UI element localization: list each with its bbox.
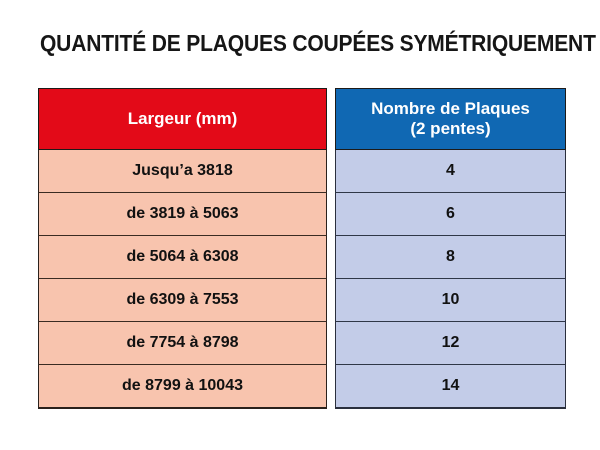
cell-largeur: de 3819 à 5063 <box>38 193 327 236</box>
table-row <box>38 365 566 409</box>
cell-largeur: de 6309 à 7553 <box>38 279 327 322</box>
row-column-gutter <box>327 150 335 193</box>
cell-nombre-plaques: 12 <box>335 322 566 365</box>
cell-largeur: de 8799 à 10043 <box>38 365 327 409</box>
column-header-largeur-label: Largeur (mm) <box>127 109 238 128</box>
cell-nombre-plaques: 6 <box>335 193 566 236</box>
table-row <box>38 193 566 236</box>
table-row <box>38 236 566 279</box>
row-column-gutter <box>327 236 335 279</box>
table-row <box>38 150 566 193</box>
table-header-row <box>38 88 566 150</box>
column-header-nombre-plaques-sublabel: (2 pentes) <box>410 119 491 138</box>
header-column-gutter <box>327 88 335 150</box>
cell-largeur: de 5064 à 6308 <box>38 236 327 279</box>
table-body <box>38 150 566 409</box>
column-header-nombre-plaques <box>335 88 566 150</box>
cell-nombre-plaques: 10 <box>335 279 566 322</box>
row-column-gutter <box>327 322 335 365</box>
row-column-gutter <box>327 279 335 322</box>
table-row <box>38 322 566 365</box>
cell-largeur: de 7754 à 8798 <box>38 322 327 365</box>
row-column-gutter <box>327 365 335 409</box>
cell-nombre-plaques: 8 <box>335 236 566 279</box>
page-title: QUANTITÉ DE PLAQUES COUPÉES SYMÉTRIQUEMENT <box>40 30 596 56</box>
cell-nombre-plaques: 4 <box>335 150 566 193</box>
cell-largeur: Jusqu’a 3818 <box>38 150 327 193</box>
quantite-plaques-table <box>38 88 566 409</box>
cell-nombre-plaques: 14 <box>335 365 566 409</box>
row-column-gutter <box>327 193 335 236</box>
column-header-largeur <box>38 88 327 150</box>
table-row <box>38 279 566 322</box>
column-header-nombre-plaques-label: Nombre de Plaques <box>371 99 530 118</box>
